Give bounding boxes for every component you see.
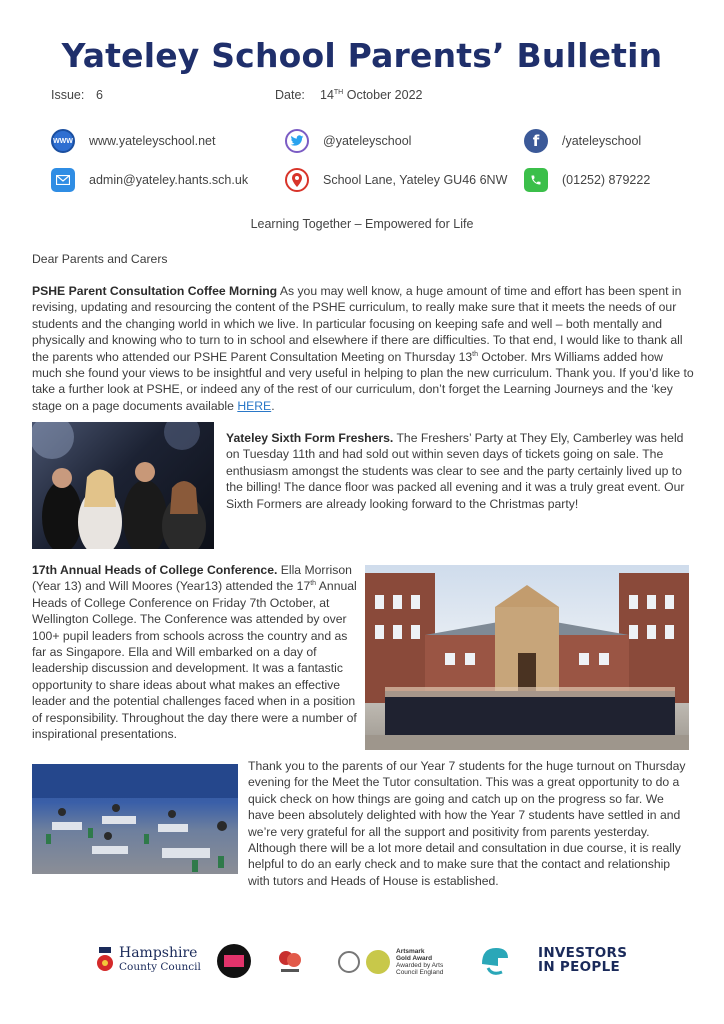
sixth-form-heading: Yateley Sixth Form Freshers. <box>226 431 394 445</box>
email-link[interactable]: admin@yateley.hants.sch.uk <box>89 173 249 187</box>
pshe-heading: PSHE Parent Consultation Coffee Morning <box>32 284 278 298</box>
hampshire-rose-icon <box>95 947 115 973</box>
phone-contact[interactable] <box>524 168 650 192</box>
here-link[interactable]: HERE <box>237 398 272 413</box>
hampshire-logo: Hampshire County Council <box>95 946 201 974</box>
design-mark-logo <box>217 944 251 978</box>
artsmark-logo: Artsmark Gold Award Awarded by Arts Council England <box>338 948 443 976</box>
date-label: Date: <box>275 88 305 102</box>
location-pin-icon <box>285 168 309 192</box>
investor-careers-logo <box>478 944 512 978</box>
envelope-icon <box>51 168 75 192</box>
salutation: Dear Parents and Carers <box>32 252 168 266</box>
date-value: 14TH October 2022 <box>320 88 423 102</box>
facebook-contact[interactable] <box>524 129 641 153</box>
arts-colleges-logo <box>277 948 303 974</box>
freshers-party-photo <box>32 422 214 549</box>
conference-heading: 17th Annual Heads of College Conference. <box>32 563 278 577</box>
sixth-form-paragraph: Yateley Sixth Form Freshers. The Freshers’ Party at They Ely, Camberley was held on Tuesday 11th and had sold out within seven days of tickets going on sale. The enthusiasm amongst the students was clear to see and the party certainly lived up to the billing! The dance floor was packed all evening and it was a truly great event. Our Sixth Formers are already looking forward to the Christmas party! <box>226 431 685 511</box>
year7-paragraph: Thank you to the parents of our Year 7 students for the huge turnout on Thursday evening for the Meet the Tutor consultation. This was a great opportunity to do a quick check on how things are going and catch up on the progress so far. We have been absolutely delighted with how the Year 7 students have settled in and we’re very grateful for all the support and positivity from parents yesterday. Although there will be a lot more detail and consultation in due course, it is really helpful to do an early check and to make sure that the contact and relationship with tutors and Heads of House is established. <box>248 759 686 888</box>
twitter-contact[interactable] <box>285 129 411 153</box>
twitter-handle[interactable]: @yateleyschool <box>323 134 412 148</box>
facebook-icon: f <box>524 129 548 153</box>
investor-careers-icon <box>478 944 512 978</box>
website-contact[interactable] <box>51 129 215 153</box>
conference-paragraph: 17th Annual Heads of College Conference. Ella Morrison (Year 13) and Will Moores (Year13) attended the 17th Annual Heads of College Conference on Friday 7th October, at Wellington College. The Conference was attended by over 100+ pupil leaders from schools across the country and as far as Singapore. Ella and Will embarked on a day of leadership discussion and development. It was a fantastic opportunity to share ideas about what makes an effective leader and the potential challenges faced when in a position of responsibility. Throughout the day there were a number of inspirational presentations. <box>32 563 357 742</box>
phone-number[interactable]: (01252) 879222 <box>562 173 651 187</box>
website-link[interactable]: www.yateleyschool.net <box>89 134 216 148</box>
footer-logos <box>0 942 724 986</box>
school-tagline: Learning Together – Empowered for Life <box>250 217 474 231</box>
phone-icon <box>524 168 548 192</box>
meet-the-tutor-photo <box>32 764 238 874</box>
facebook-handle[interactable]: /yateleyschool <box>562 134 642 148</box>
issue-label: Issue: <box>51 88 85 102</box>
investors-in-people-logo: INVESTORS IN PEOPLE <box>538 945 628 975</box>
arts-colleges-icon <box>277 948 303 974</box>
pshe-paragraph: PSHE Parent Consultation Coffee Morning As you may well know, a huge amount of time and effort has been spent in revising, updating and resourcing the content of the PSHE curriculum, to really make sure that it meets the needs of our students and the changing world in which we live. In particular focusing on keeping safe and well – both mentally and physically and knowing who to turn to in school and elsewhere if there are difficulties. To that end, I would like to thank all the parents who attended our PSHE Parent Consultation Meeting on Thursday 13th October. Mrs Williams added how much she found your views to be insightful and very useful in helping to plan the new curriculum. Thank you. If you’d like to take a further look at PSHE, or indeed any of the rest of our curriculum, don’t forget the Learning Journeys and the ‘key stage on a page documents available HERE. <box>32 284 694 413</box>
email-contact[interactable] <box>51 168 248 192</box>
twitter-icon <box>285 129 309 153</box>
globe-icon: WWW <box>51 129 75 153</box>
address-text: School Lane, Yateley GU46 6NW <box>323 173 508 187</box>
wellington-college-photo <box>365 565 689 750</box>
issue-value: 6 <box>96 88 103 102</box>
address-contact <box>285 168 507 192</box>
page-title: Yateley School Parents’ Bulletin <box>61 36 663 75</box>
